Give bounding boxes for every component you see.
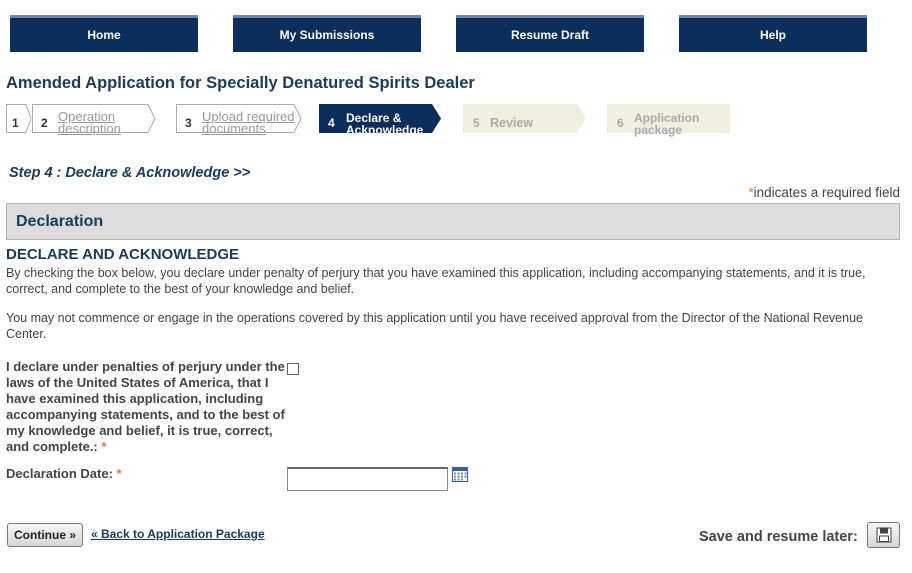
step-label-upload-documents[interactable]: Upload required documents [202,109,295,136]
date-label-text: Declaration Date: [6,466,113,481]
save-icon [876,527,892,543]
declaration-date-label [6,466,122,481]
required-star: * [101,439,107,454]
declaration-checkbox-label [6,359,288,455]
declare-heading: DECLARE AND ACKNOWLEDGE [6,246,240,263]
step-number: 1 [12,116,19,130]
step-title: Step 4 : Declare & Acknowledge >> [9,165,251,181]
required-note-text: indicates a required field [753,185,900,200]
required-star: * [748,185,754,200]
required-field-note [748,185,900,200]
step-number: 3 [185,116,192,130]
wizard-step-5 [463,104,587,133]
wizard-step-3[interactable] [176,104,302,136]
step-label-operation-description[interactable]: Operation description [58,109,121,136]
step-number: 6 [617,116,624,130]
step-number: 2 [41,116,48,130]
declaration-label-text: I declare under penalties of perjury under the laws of the United States of America, that I have examined this application, including accompanying statements, and to the best of my knowledge and belief, it is true, correct, and complete.: [6,359,285,454]
nav-help-button[interactable]: Help [679,15,867,52]
declaration-paragraph-1: By checking the box below, you declare under penalty of perjury that you have examined this application, including accompanying statements, and it is true, correct, and complete to the best of your knowledge and belief. [6,266,866,296]
back-to-application-package-link[interactable]: « Back to Application Package [91,527,265,541]
save-resume-button[interactable] [867,522,900,548]
wizard-step-6 [607,104,731,137]
wizard-step-1[interactable] [6,104,32,133]
required-star: * [116,466,122,481]
declaration-date-input[interactable] [287,467,448,491]
declaration-checkbox[interactable] [287,363,299,375]
nav-home-button[interactable]: Home [10,15,198,52]
nav-my-submissions-button[interactable]: My Submissions [233,15,421,52]
step-number: 4 [328,116,335,130]
step-label-application-package: Application package [634,111,700,137]
page-title: Amended Application for Specially Denatured Spirits Dealer [6,74,475,92]
continue-button[interactable]: Continue » [7,523,83,547]
step-label-declare-acknowledge: Declare & Acknowledge [346,111,424,137]
step-label-review: Review [490,116,534,130]
calendar-icon[interactable] [452,466,468,482]
declaration-paragraph-2: You may not commence or engage in the operations covered by this application until you have received approval from the Director of the National Revenue Center. [6,311,863,341]
save-resume-label: Save and resume later: [699,529,858,545]
wizard-step-4-current [319,104,442,137]
step-number: 5 [473,116,480,130]
section-header [6,203,900,240]
nav-resume-draft-button[interactable]: Resume Draft [456,15,644,52]
step-arrow-shape [6,104,32,133]
wizard-step-2[interactable] [32,104,156,136]
section-title: Declaration [16,213,104,230]
